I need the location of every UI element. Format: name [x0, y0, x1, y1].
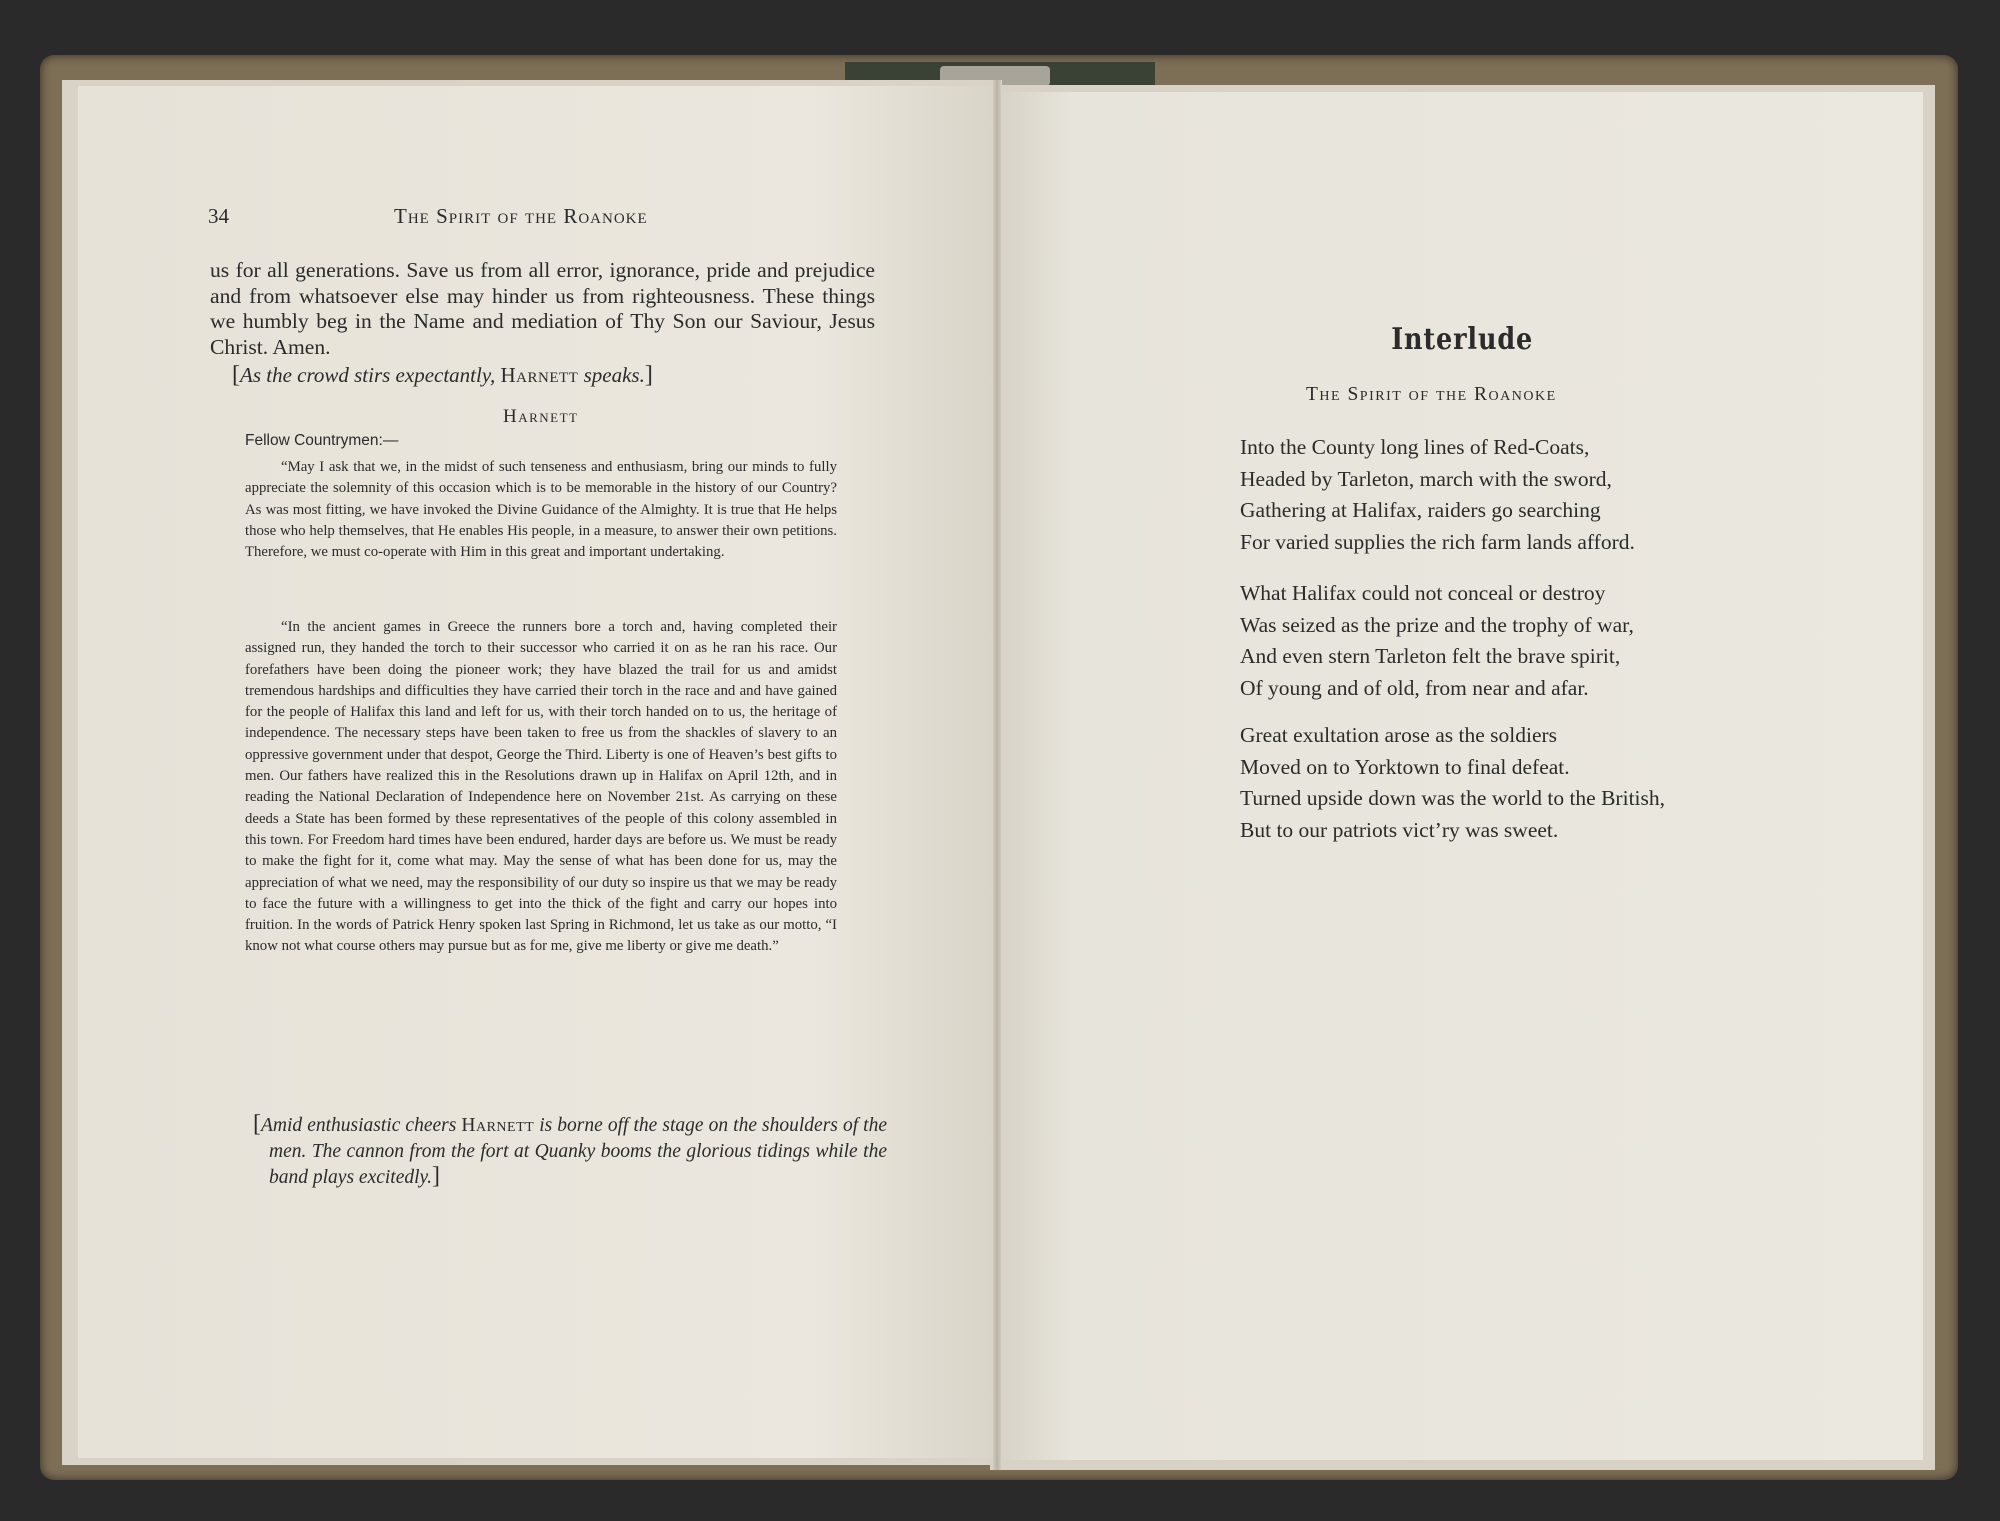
speech-paragraph-1: “May I ask that we, in the midst of such tenseness and enthusiasm, bring our minds to fully appreciate the solemnity of this occasion which is to be memorable in the history of our Country? As was most fitting, we have invoked the Divine Guidance of the Almighty. It is true that He helps those who help themselves, that He enables His people, in a measure, to answer their own petitions. Therefore, we must co-operate with Him in this great and important undertaking.: [245, 459, 837, 561]
page-number: 34: [208, 204, 229, 228]
poem-line: But to our patriots vict’ry was sweet.: [1240, 817, 1559, 842]
poem-line: Gathering at Halifax, raiders go searching: [1240, 498, 1601, 522]
poem-stanza-1: [1240, 432, 1760, 558]
poem-line: For varied supplies the rich farm lands afford.: [1240, 529, 1635, 554]
poem-line: And even stern Tarleton felt the brave spirit,: [1240, 644, 1621, 668]
poem-line: Great exultation arose as the soldiers: [1240, 723, 1558, 747]
character-name: Harnett: [461, 1115, 535, 1136]
interlude-heading: Interlude: [1391, 322, 1534, 357]
running-head-title: The Spirit of the Roanoke: [394, 204, 648, 228]
speech-paragraph-2: “In the ancient games in Greece the runners bore a torch and, having completed their assigned run, they handed the torch to their successor who carried it on as he ran his race. Our forefathers have been doing the pioneer work; they have blazed the trail for us and amidst tremendous hardships and difficulties they have carried their torch in the race and and have gained for the people of Halifax this land and left for us, with their torch handed on to us, the heritage of independence. The necessary steps have been taken to free us from the shackles of slavery to an oppressive government under that despot, George the Third. Liberty is one of Heaven’s best gifts to men. Our fathers have realized this in the Resolutions drawn up in Halifax on April 12th, and in reading the National Declaration of Independence here on November 21st. As carrying on these deeds a State has been formed by these representatives of the people of this colony assembled in this town. For Freedom hard times have been endured, harder days are before us. We must be ready to make the fight for it, come what may. May the sense of what has been done for us, may the appreciation of what we need, may the responsibility of our duty so inspire us that we may be ready to face the future with a willingness to get into the thick of the fight and carry our hopes into fruition. In the words of Patrick Henry spoken last Spring in Richmond, let us take as our motto, “I know not what course others may pursue but as for me, give me liberty or give me death.”: [245, 619, 837, 955]
poem-line: Of young and of old, from near and afar.: [1240, 675, 1589, 700]
stage-direction-2: [Amid enthusiastic cheers Harnett is borne off the stage on the shoulders of the men. The cannon from the fort at Quanky booms the glorious tidings while the band plays excitedly.]: [253, 1111, 887, 1189]
prayer-ending-paragraph: us for all generations. Save us from all error, ignorance, pride and prejudice and from whatsoever else may hinder us from righteousness. These things we humbly beg in the Name and mediation of Thy Son our Saviour, Jesus Christ. Amen.: [210, 258, 875, 359]
poem-line: Into the County long lines of Red-Coats,: [1240, 435, 1590, 459]
poem-stanza-3: [1240, 720, 1760, 846]
poem-subtitle: The Spirit of the Roanoke: [1306, 384, 1557, 405]
poem-line: Turned upside down was the world to the British,: [1240, 786, 1666, 810]
character-name: Harnett: [500, 363, 579, 387]
stage-direction-1: [As the crowd stirs expectantly, Harnett speaks.]: [232, 362, 653, 388]
speaker-heading: Harnett: [503, 406, 579, 427]
poem-line: Headed by Tarleton, march with the sword,: [1240, 466, 1612, 491]
poem-line: Moved on to Yorktown to final defeat.: [1240, 754, 1570, 779]
salutation: Fellow Countrymen:—: [245, 432, 399, 449]
poem-line: What Halifax could not conceal or destroy: [1240, 581, 1606, 605]
poem-stanza-2: [1240, 578, 1760, 704]
poem-line: Was seized as the prize and the trophy of war,: [1240, 612, 1634, 637]
book-gutter: [993, 80, 1001, 1470]
